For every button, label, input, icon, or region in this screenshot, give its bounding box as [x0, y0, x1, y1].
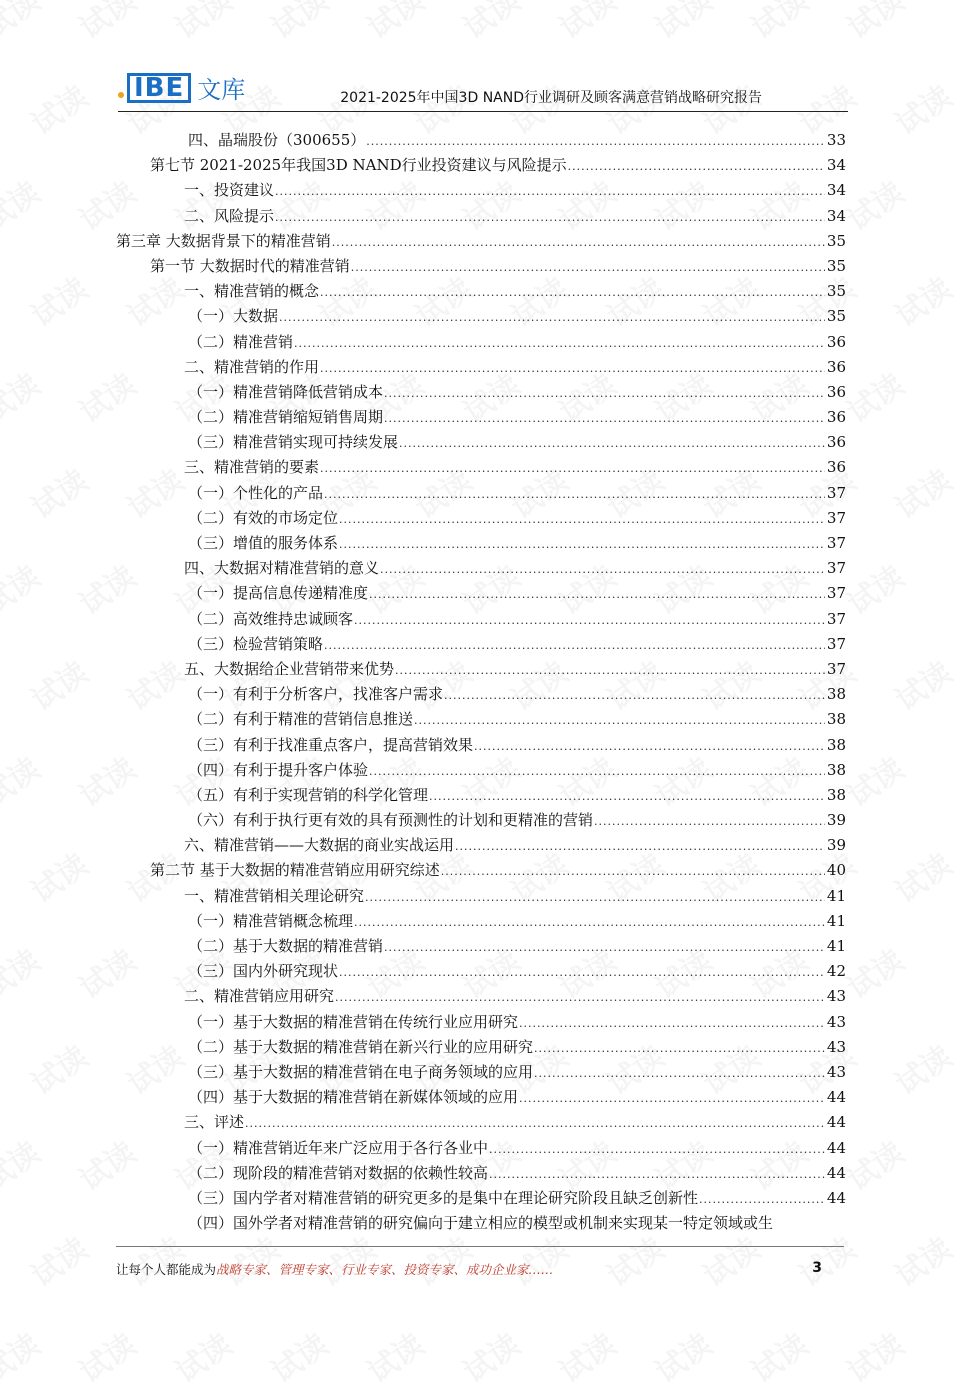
watermark-text [645, 1321, 719, 1391]
toc-dot-leader [366, 129, 825, 154]
watermark-text [357, 0, 431, 47]
toc-entry-title: （一）提高信息传递精准度 [188, 584, 369, 603]
toc-entry-page: 38 [826, 735, 846, 754]
footer-slogan-prefix: 让每个人都能成为 [116, 1262, 217, 1277]
toc-entry[interactable] [116, 657, 846, 682]
toc-entry-page: 37 [826, 584, 846, 603]
toc-entry-page: 43 [826, 1062, 846, 1081]
toc-entry-title: （四）基于大数据的精准营销在新媒体领域的应用 [188, 1088, 519, 1107]
toc-entry[interactable] [116, 380, 846, 405]
toc-entry-page: 37 [826, 483, 846, 502]
toc-entry-title: 二、精准营销的作用 [184, 357, 320, 376]
toc-dot-leader [489, 1162, 825, 1187]
toc-entry[interactable] [116, 1136, 846, 1161]
toc-entry-title: （一）大数据 [188, 307, 279, 326]
toc-dot-leader [354, 910, 825, 935]
watermark-text [21, 841, 95, 911]
toc-entry-page: 36 [826, 357, 846, 376]
toc-entry-page: 44 [826, 1188, 846, 1207]
toc-dot-leader [441, 859, 825, 884]
toc-dot-leader [369, 759, 825, 784]
watermark-text [0, 937, 47, 1007]
toc-entry-title: （二）基于大数据的精准营销在新兴行业的应用研究 [188, 1037, 534, 1056]
toc-entry-page: 34 [826, 181, 846, 200]
toc-entry-page: 36 [826, 433, 846, 452]
footer-divider [116, 1246, 844, 1247]
toc-entry-page: 43 [826, 1037, 846, 1056]
toc-entry-page: 39 [826, 811, 846, 830]
toc-dot-leader [489, 1137, 825, 1162]
toc-dot-leader [384, 381, 825, 406]
toc-entry[interactable] [116, 405, 846, 430]
toc-entry-title: 五、大数据给企业营销带来优势 [184, 659, 395, 678]
watermark-text [0, 361, 47, 431]
toc-entry-page: 43 [826, 987, 846, 1006]
toc-entry-title: （二）高效维持忠诚顾客 [188, 609, 354, 628]
toc-entry[interactable] [116, 632, 846, 657]
toc-entry-page: 36 [826, 458, 846, 477]
toc-entry-page: 37 [826, 559, 846, 578]
toc-entry[interactable] [116, 607, 846, 632]
watermark-text [885, 1033, 959, 1103]
toc-entry-title: 二、精准营销应用研究 [184, 987, 335, 1006]
toc-entry[interactable] [116, 833, 846, 858]
toc-dot-leader [320, 280, 825, 305]
toc-entry-title: （四）国外学者对精准营销的研究偏向于建立相应的模型或机制来实现某一特定领域或生 [188, 1214, 774, 1233]
watermark-text [885, 1225, 959, 1295]
toc-entry-page: 36 [826, 408, 846, 427]
toc-entry[interactable] [116, 229, 846, 254]
watermark-text [885, 265, 959, 335]
toc-dot-leader [384, 935, 825, 960]
toc-entry-title: 三、评述 [184, 1113, 245, 1132]
toc-entry-page: 41 [826, 937, 846, 955]
brand-logo [118, 70, 245, 105]
watermark-text [261, 1321, 335, 1391]
watermark-text [357, 1321, 431, 1391]
toc-dot-leader [534, 1061, 825, 1086]
toc-entry-title: （五）有利于实现营销的科学化管理 [188, 785, 429, 804]
watermark-text [837, 553, 911, 623]
watermark-text [69, 1321, 143, 1391]
watermark-text [21, 1033, 95, 1103]
toc-entry-title: （一）精准营销近年来广泛应用于各行各业中 [188, 1138, 489, 1157]
watermark-text [549, 0, 623, 47]
watermark-text [741, 1321, 815, 1391]
toc-dot-leader [294, 331, 825, 356]
toc-entry[interactable] [116, 279, 846, 304]
toc-dot-leader [324, 482, 825, 507]
watermark-text [21, 73, 95, 143]
toc-entry[interactable] [116, 1085, 846, 1110]
toc-entry[interactable] [116, 808, 846, 833]
toc-entry-title: （六）有利于执行更有效的具有预测性的计划和更精准的营销 [188, 811, 594, 830]
toc-entry-title: 一、投资建议 [184, 181, 275, 200]
toc-entry[interactable] [116, 556, 846, 581]
toc-entry-title: （一）精准营销降低营销成本 [188, 382, 384, 401]
toc-entry-title: 二、风险提示 [184, 206, 275, 225]
toc-entry-page: 44 [826, 1088, 846, 1107]
toc-dot-leader [444, 683, 825, 708]
toc-entry-page: 38 [826, 760, 846, 779]
toc-entry[interactable] [116, 1110, 846, 1135]
toc-entry-title: 四、晶瑞股份（300655） [188, 131, 366, 149]
toc-entry-page: 38 [826, 710, 846, 729]
watermark-text [837, 937, 911, 1007]
toc-dot-leader [455, 834, 825, 859]
toc-entry-title: （三）基于大数据的精准营销在电子商务领域的应用 [188, 1062, 534, 1081]
toc-dot-leader [339, 960, 825, 985]
toc-entry[interactable] [116, 858, 846, 883]
toc-entry[interactable] [116, 1211, 846, 1236]
toc-dot-leader [519, 1011, 825, 1036]
logo-text: 文库 [197, 76, 246, 104]
toc-entry-title: 四、大数据对精准营销的意义 [184, 559, 380, 578]
watermark-text [885, 73, 959, 143]
toc-entry[interactable] [116, 304, 846, 329]
toc-entry-page: 39 [826, 836, 846, 855]
toc-dot-leader [275, 179, 825, 204]
toc-entry[interactable] [116, 1060, 846, 1085]
watermark-text [0, 0, 47, 47]
toc-entry-page: 35 [826, 231, 846, 250]
page-footer [116, 1260, 822, 1280]
watermark-text [21, 457, 95, 527]
toc-entry[interactable] [116, 481, 846, 506]
toc-entry-title: （三）检验营销策略 [188, 634, 324, 653]
watermark-text [453, 0, 527, 47]
toc-dot-leader [332, 230, 825, 255]
footer-slogan-roles: 战略专家、管理专家、行业专家、投资专家、成功企业家…… [216, 1262, 554, 1277]
watermark-text [261, 0, 335, 47]
watermark-text [0, 169, 47, 239]
watermark-text [837, 169, 911, 239]
toc-entry-title: 第七节 2021-2025年我国3D NAND行业投资建议与风险提示 [150, 156, 567, 175]
toc-dot-leader [320, 456, 825, 481]
toc-entry-page: 38 [826, 785, 846, 804]
toc-dot-leader [335, 985, 825, 1010]
toc-entry[interactable] [116, 1186, 846, 1211]
toc-entry-title: 六、精准营销——大数据的商业实战运用 [184, 836, 455, 855]
toc-entry-title: （二）基于大数据的精准营销 [188, 937, 384, 955]
toc-entry-title: （二）精准营销 [188, 332, 294, 351]
toc-dot-leader [369, 582, 825, 607]
toc-entry[interactable] [116, 934, 846, 959]
toc-entry[interactable] [116, 153, 846, 178]
toc-entry[interactable] [116, 1035, 846, 1060]
toc-entry[interactable] [116, 178, 846, 203]
toc-entry[interactable] [116, 984, 846, 1009]
toc-entry-title: （三）有利于找准重点客户，提高营销效果 [188, 735, 474, 754]
toc-entry-title: （二）有利于精准的营销信息推送 [188, 710, 414, 729]
toc-entry[interactable] [116, 1161, 846, 1186]
watermark-text [837, 0, 911, 47]
toc-dot-leader [320, 356, 825, 381]
toc-dot-leader [354, 608, 825, 633]
watermark-text [21, 265, 95, 335]
toc-entry-title: （三）国内学者对精准营销的研究更多的是集中在理论研究阶段且缺乏创新性 [188, 1188, 699, 1207]
toc-entry-title: 一、精准营销的概念 [184, 282, 320, 301]
watermark-text [885, 649, 959, 719]
watermark-text [837, 1129, 911, 1199]
toc-entry-title: 第二节 基于大数据的精准营销应用研究综述 [150, 861, 440, 880]
toc-dot-leader [568, 154, 825, 179]
watermark-text [165, 0, 239, 47]
toc-entry-page: 34 [826, 206, 846, 225]
toc-entry-page: 37 [826, 634, 846, 653]
toc-entry[interactable] [116, 733, 846, 758]
toc-entry-page: 33 [826, 131, 846, 149]
toc-entry-title: （二）现阶段的精准营销对数据的依赖性较高 [188, 1163, 489, 1182]
toc-entry-page: 37 [826, 508, 846, 527]
toc-entry-title: 第三章 大数据背景下的精准营销 [116, 231, 331, 250]
toc-dot-leader [414, 708, 825, 733]
toc-dot-leader [275, 205, 825, 230]
toc-dot-leader [380, 557, 825, 582]
toc-entry-title: （二）精准营销缩短销售周期 [188, 408, 384, 427]
toc-dot-leader [384, 406, 825, 431]
toc-entry-page: 41 [826, 886, 846, 905]
toc-entry[interactable] [116, 531, 846, 556]
toc-dot-leader [339, 507, 825, 532]
watermark-text [21, 649, 95, 719]
toc-entry[interactable] [116, 330, 846, 355]
toc-dot-leader [594, 809, 825, 834]
toc-dot-leader [699, 1187, 825, 1212]
table-of-contents [116, 128, 846, 1236]
toc-entry-title: （三）国内外研究现状 [188, 962, 339, 981]
toc-entry[interactable] [116, 204, 846, 229]
watermark-text [837, 745, 911, 815]
toc-entry-page: 36 [826, 332, 846, 351]
toc-entry-title: 第一节 大数据时代的精准营销 [150, 256, 350, 275]
toc-entry[interactable] [116, 758, 846, 783]
watermark-text [837, 1321, 911, 1391]
toc-dot-leader [245, 1111, 825, 1136]
watermark-text [0, 1321, 47, 1391]
toc-entry-page: 43 [826, 1012, 846, 1031]
toc-entry-page: 38 [826, 685, 846, 704]
toc-dot-leader [324, 633, 825, 658]
toc-entry-page: 37 [826, 659, 846, 678]
toc-entry-page: 35 [826, 256, 846, 275]
watermark-text [0, 745, 47, 815]
toc-dot-leader [399, 431, 825, 456]
toc-entry[interactable] [116, 430, 846, 455]
toc-entry-title: （一）有利于分析客户，找准客户需求 [188, 685, 444, 704]
toc-entry-page: 36 [826, 382, 846, 401]
watermark-text [0, 1129, 47, 1199]
toc-entry-page: 42 [826, 962, 846, 981]
watermark-text [549, 1321, 623, 1391]
toc-entry-page: 41 [826, 911, 846, 930]
toc-entry-title: （三）精准营销实现可持续发展 [188, 433, 399, 452]
toc-entry-title: （四）有利于提升客户体验 [188, 760, 369, 779]
logo-mark: IBE [127, 73, 191, 103]
toc-entry-title: （三）增值的服务体系 [188, 534, 339, 552]
toc-entry[interactable] [116, 884, 846, 909]
watermark-text [0, 553, 47, 623]
watermark-text [837, 361, 911, 431]
toc-entry-page: 44 [826, 1163, 846, 1182]
toc-entry[interactable] [116, 707, 846, 732]
watermark-text [885, 841, 959, 911]
toc-entry[interactable] [116, 581, 846, 606]
watermark-text [165, 1321, 239, 1391]
toc-dot-leader [279, 305, 825, 330]
toc-entry-page: 37 [826, 534, 846, 552]
toc-entry-title: （一）个性化的产品 [188, 483, 324, 502]
toc-entry-title: 一、精准营销相关理论研究 [184, 886, 365, 905]
toc-entry[interactable] [116, 783, 846, 808]
toc-entry-page: 40 [826, 861, 846, 880]
watermark-text [21, 1225, 95, 1295]
page-number: 3 [812, 1260, 822, 1276]
toc-dot-leader [351, 255, 825, 280]
watermark-text [741, 0, 815, 47]
watermark-text [69, 0, 143, 47]
toc-dot-leader [365, 885, 825, 910]
toc-entry[interactable] [116, 254, 846, 279]
toc-dot-leader [339, 532, 825, 557]
logo-dot-icon [118, 92, 124, 98]
toc-entry[interactable] [116, 682, 846, 707]
toc-entry[interactable] [116, 909, 846, 934]
watermark-text [453, 1321, 527, 1391]
toc-entry[interactable] [116, 1010, 846, 1035]
toc-entry-page: 44 [826, 1113, 846, 1132]
toc-entry-page: 44 [826, 1138, 846, 1157]
toc-dot-leader [534, 1036, 825, 1061]
toc-entry-title: 三、精准营销的要素 [184, 458, 320, 477]
toc-entry-title: （一）基于大数据的精准营销在传统行业应用研究 [188, 1012, 519, 1031]
toc-entry[interactable] [116, 455, 846, 480]
toc-entry[interactable] [116, 506, 846, 531]
toc-entry[interactable] [116, 128, 846, 153]
toc-entry[interactable] [116, 959, 846, 984]
watermark-text [885, 457, 959, 527]
toc-dot-leader [429, 784, 825, 809]
header-divider [118, 111, 848, 112]
toc-entry-page: 35 [826, 307, 846, 326]
page-header [118, 62, 848, 112]
toc-entry-title: （二）有效的市场定位 [188, 508, 339, 527]
toc-dot-leader [519, 1086, 825, 1111]
toc-entry-title: （一）精准营销概念梳理 [188, 911, 354, 930]
toc-entry-page: 34 [826, 156, 846, 175]
toc-entry-page: 37 [826, 609, 846, 628]
report-title: 2021-2025年中国3D NAND行业调研及顾客满意营销战略研究报告 [340, 90, 762, 106]
toc-entry[interactable] [116, 355, 846, 380]
toc-dot-leader [474, 734, 825, 759]
watermark-text [645, 0, 719, 47]
toc-entry-page: 35 [826, 282, 846, 301]
toc-dot-leader [395, 658, 825, 683]
